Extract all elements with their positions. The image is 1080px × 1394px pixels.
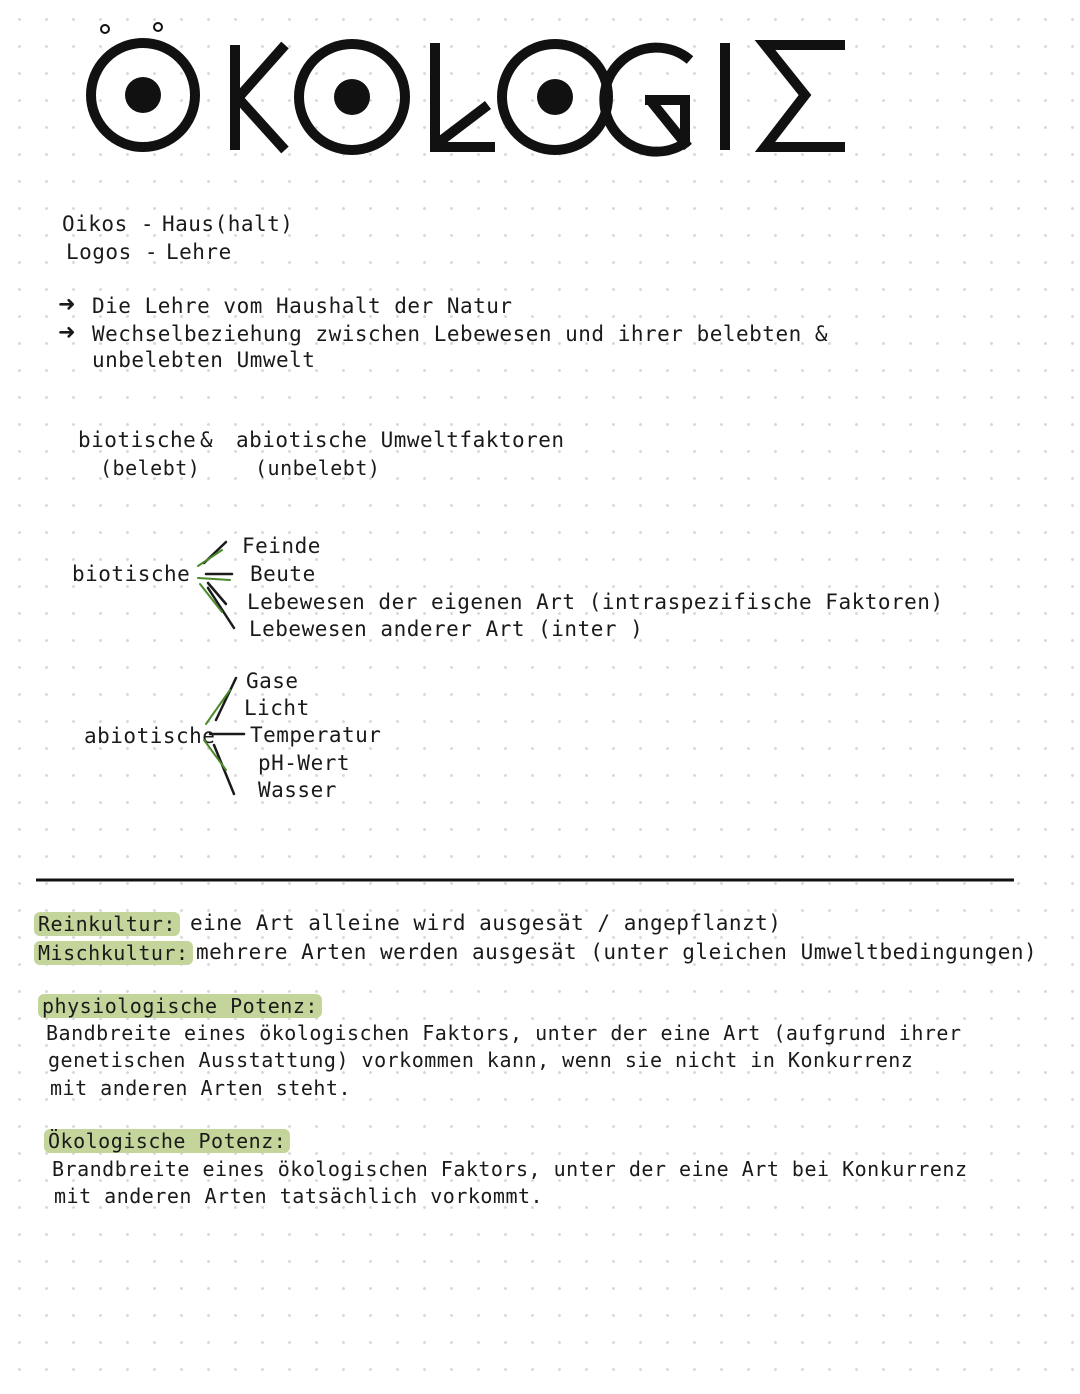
biotic-item: Feinde [242,534,321,558]
factors-ampersand: & [200,428,214,452]
mischkultur-text: mehrere Arten werden ausgesät (unter gleichen Umweltbedingungen) [196,940,1038,964]
abiotic-item: pH-Wert [258,751,351,775]
definition-line-2: Wechselbeziehung zwischen Lebewesen und ihrer belebten & [92,322,829,346]
abiotic-label: abiotische [84,724,216,748]
abiotic-item: Temperatur [250,723,382,747]
physiological-line: genetischen Ausstattung) vorkommen kann, wenn sie nicht in Konkurrenz [48,1048,914,1072]
arrow-right-icon: ➜ [58,320,77,344]
biotic-item: Lebewesen anderer Art (inter ) [249,617,644,641]
etymology-meaning-oikos: Haus(halt) [162,212,294,236]
ecological-term: Ökologische Potenz: [44,1129,290,1153]
biotic-item: Beute [250,562,316,586]
physiological-term: physiologische Potenz: [38,994,322,1018]
etymology-meaning-logos: Lehre [166,240,232,264]
biotic-item: Lebewesen der eigenen Art (intraspezifische Faktoren) [247,590,944,614]
physiological-line: mit anderen Arten steht. [50,1076,351,1100]
etymology-term-logos: Logos - [66,240,159,264]
definition-line-2-cont: unbelebten Umwelt [92,348,316,372]
etymology-term-oikos: Oikos - [62,212,155,236]
factors-abiotic-note: (unbelebt) [255,456,381,480]
factors-abiotic: abiotische Umweltfaktoren [236,428,565,452]
reinkultur-term: Reinkultur: [34,912,180,936]
arrow-right-icon: ➜ [58,292,77,316]
abiotic-item: Gase [246,669,299,693]
reinkultur-text: eine Art alleine wird ausgesät / angepflanzt) [190,911,782,935]
abiotic-item: Wasser [258,778,337,802]
definition-line-1: Die Lehre vom Haushalt der Natur [92,294,513,318]
mischkultur-term: Mischkultur: [34,941,193,965]
factors-biotic: biotische [78,428,197,452]
abiotic-item: Licht [244,696,310,720]
physiological-line: Bandbreite eines ökologischen Faktors, unter der eine Art (aufgrund ihrer [46,1021,962,1045]
ecological-line: Brandbreite eines ökologischen Faktors, unter der eine Art bei Konkurrenz [52,1157,968,1181]
page-title [60,15,860,160]
factors-biotic-note: (belebt) [100,456,201,480]
ecological-line: mit anderen Arten tatsächlich vorkommt. [54,1184,544,1208]
biotic-label: biotische [72,562,191,586]
